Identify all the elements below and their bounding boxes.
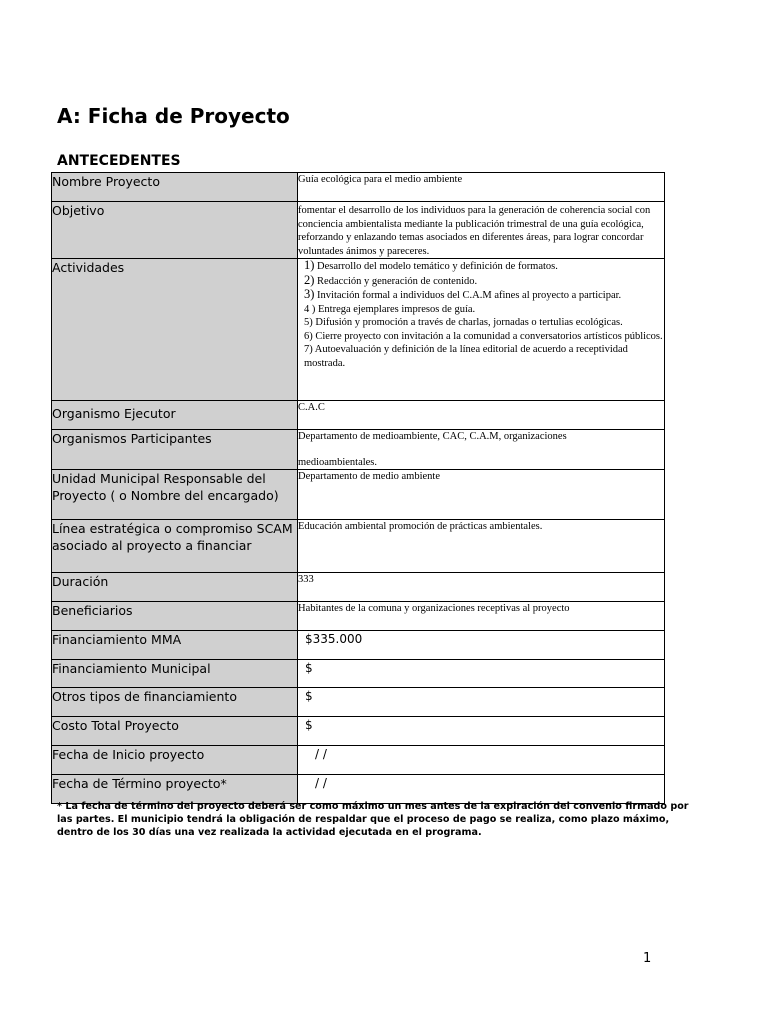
field-label: Línea estratégica o compromiso SCAM asociado al proyecto a financiar [52,520,298,573]
table-row [52,430,665,470]
table-row [52,746,665,775]
field-label: Costo Total Proyecto [52,717,298,746]
activity-text: Invitación formal a individuos del C.A.M afines al proyecto a participar. [314,290,622,301]
table-row [52,202,665,259]
field-label: Actividades [52,259,298,401]
footnote: * La fecha de término del proyecto deberá ser como máximo un mes antes de la expiración del convenio firmado por las partes. El municipio tendrá la obligación de respaldar que el proceso de pago se realiza, como plazo máximo, dentro de los 30 días una vez realizada la actividad ejecutada en el programa. [57,801,689,838]
activity-number: 5) [304,317,313,328]
table-row [52,173,665,202]
activity-text: Desarrollo del modelo temático y definición de formatos. [314,261,558,272]
table-row [52,688,665,717]
field-value: Guía ecológica para el medio ambiente [298,173,665,202]
field-label: Otros tipos de financiamiento [52,688,298,717]
table-row [52,470,665,520]
page-title: A: Ficha de Proyecto [57,104,290,128]
field-value: Educación ambiental promoción de prácticas ambientales. [298,520,665,573]
value-line: Departamento de medioambiente, CAC, C.A.M, organizaciones [298,431,567,442]
list-item [304,259,664,274]
field-label: Financiamiento Municipal [52,660,298,688]
table-row [52,520,665,573]
field-label: Objetivo [52,202,298,259]
section-heading: ANTECEDENTES [57,153,181,169]
field-value: Habitantes de la comuna y organizaciones receptivas al proyecto [298,602,665,631]
field-label: Fecha de Inicio proyecto [52,746,298,775]
activity-text: Redacción y generación de contenido. [314,275,478,287]
field-label: Organismos Participantes [52,430,298,470]
field-value: / / [298,775,665,804]
activities-list [298,259,664,370]
activity-text: Cierre proyecto con invitación a la comunidad a conversatorios artísticos públicos. [312,330,663,342]
activity-number: 3) [304,287,315,301]
field-value: 333 [298,573,665,602]
value-line: medioambientales. [298,456,378,468]
field-value: $ [298,660,665,688]
field-value: fomentar el desarrollo de los individuos para la generación de coherencia social con conciencia ambientalista mediante la publicación trimestral de una guía ecológica, reforzando y enlazando temas asociados en diferentes áreas, para lograr concordar voluntades ánimos y pareceres. [298,202,665,259]
activity-number: 6) [304,330,313,342]
activity-number: 1) [304,258,315,272]
table-row [52,401,665,430]
page-number: 1 [643,951,652,966]
table-row [52,602,665,631]
field-label: Duración [52,573,298,602]
activity-text: Autoevaluación y definición de la línea editorial de acuerdo a receptividad mostrada. [304,344,628,369]
field-value: $ [298,717,665,746]
activity-number: 7) [304,344,313,355]
activity-text: Entrega ejemplares impresos de guía. [315,303,476,315]
field-label: Financiamiento MMA [52,631,298,660]
field-value: $335.000 [298,631,665,660]
table-row [52,660,665,688]
field-value: / / [298,746,665,775]
project-form-table [51,172,665,804]
table-row [52,259,665,401]
field-value: Departamento de medio ambiente [298,470,665,520]
list-item [304,303,664,317]
field-label: Organismo Ejecutor [52,401,298,430]
table-row [52,573,665,602]
field-value: C.A.C [298,401,665,430]
list-item [304,274,664,289]
field-label: Unidad Municipal Responsable del Proyecto ( o Nombre del encargado) [52,470,298,520]
activity-number: 4 ) [304,303,316,315]
field-value [298,259,665,401]
field-label: Fecha de Término proyecto* [52,775,298,804]
field-label: Nombre Proyecto [52,173,298,202]
list-item [304,343,664,370]
list-item [304,316,664,330]
table-row [52,717,665,746]
table-row [52,631,665,660]
list-item [304,330,664,344]
field-value: $ [298,688,665,717]
field-label: Beneficiarios [52,602,298,631]
line-spacer [298,444,664,456]
activity-text: Difusión y promoción a través de charlas, jornadas o tertulias ecológicas. [312,317,623,328]
list-item [304,288,664,303]
activity-number: 2) [304,272,315,287]
field-value [298,430,665,470]
